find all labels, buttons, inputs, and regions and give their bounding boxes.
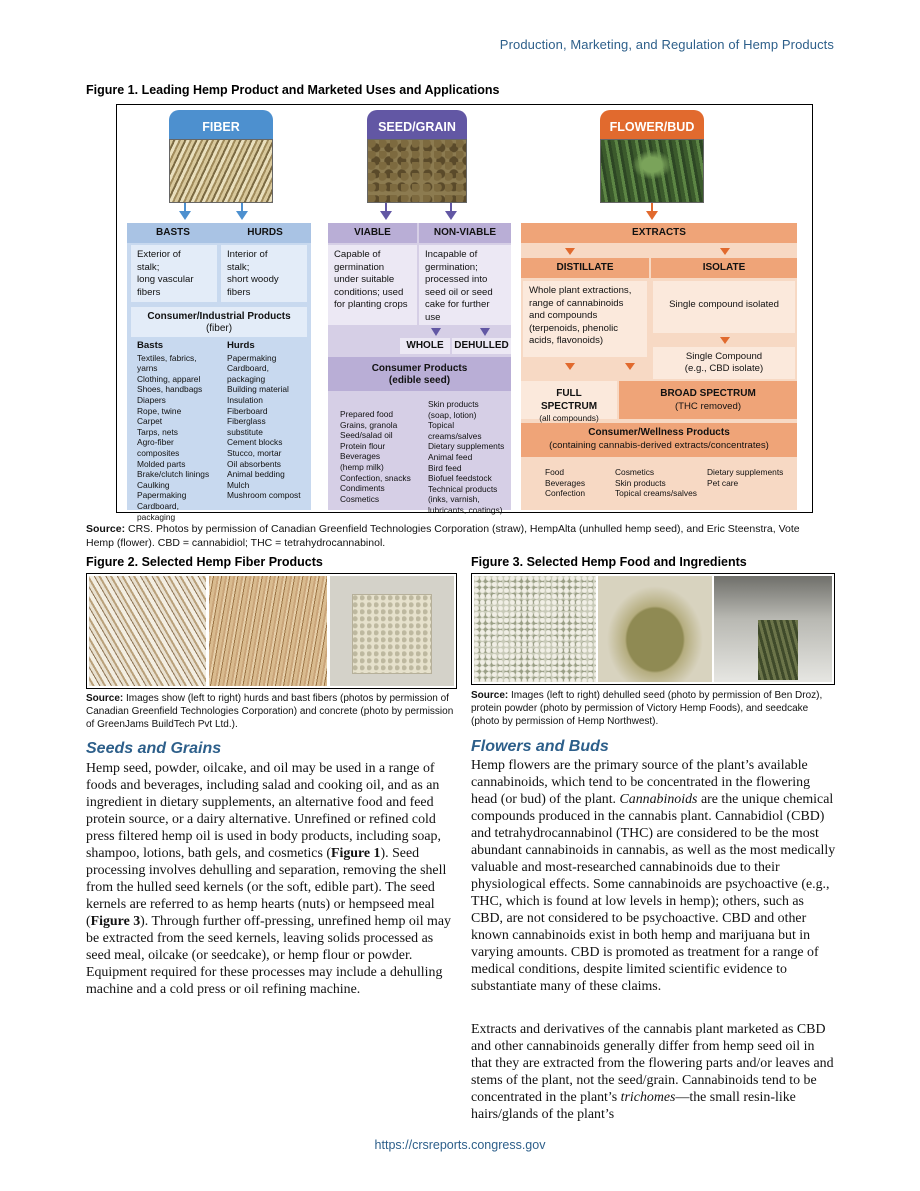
arrow-down-icon: [236, 211, 248, 220]
dehulled-label: DEHULLED: [452, 338, 511, 354]
hurds-product-list: Hurds Papermaking Cardboard, packaging Building material Insulation Fiberboard Fiberglass substitute Cement blocks Stucco, mortar Oil absorbents Animal bedding Mulch Mushroom compost: [227, 340, 301, 501]
whole-label: WHOLE: [400, 338, 450, 354]
flowers-heading: Flowers and Buds: [471, 738, 609, 755]
arrow-down-icon: [431, 328, 441, 336]
figure3-title: Figure 3. Selected Hemp Food and Ingredients: [471, 555, 747, 569]
fiber-tab: FIBER: [169, 110, 273, 144]
flower-column: [521, 223, 797, 510]
arrow-down-icon: [625, 363, 635, 370]
seed-products-title: Consumer Products (edible seed): [328, 357, 511, 391]
running-header: Production, Marketing, and Regulation of Hemp Products: [499, 37, 834, 52]
wellness-list-col3: Dietary supplements Pet care: [707, 467, 784, 488]
figure2-title: Figure 2. Selected Hemp Fiber Products: [86, 555, 323, 569]
figure3-images: [471, 573, 835, 685]
hempcrete-photo: [330, 576, 454, 686]
isolate-header: ISOLATE: [651, 258, 797, 278]
flower-tab: FLOWER/BUD: [600, 110, 704, 144]
arrow-down-icon: [480, 328, 490, 336]
wellness-list-col2: Cosmetics Skin products Topical creams/salves: [615, 467, 697, 499]
arrow-down-icon: [720, 248, 730, 255]
distillate-header: DISTILLATE: [521, 258, 649, 278]
arrow-down-icon: [380, 211, 392, 220]
flowers-paragraph-2: Extracts and derivatives of the cannabis plant marketed as CBD and other cannabinoids generally differ from hemp seed oil in that they are extracted from the flowering parts and/or leaves and stems of the plant, not the seed/grain. Cannabinoids tend to be concentrated in the plant’s trichomes—the small resin-like hairs/glands of the plant’s: [471, 1022, 834, 1122]
seeds-heading: Seeds and Grains: [86, 740, 222, 757]
protein-powder-photo: [598, 576, 712, 682]
bast-fiber-photo: [209, 576, 327, 686]
figure1-title: Figure 1. Leading Hemp Product and Marketed Uses and Applications: [86, 83, 500, 97]
seed-product-list-right: Skin products (soap, lotion) Topical creams/salves Dietary supplements Animal feed Bird feed Biofuel feedstock Technical products (inks, varnish, lubricants, coatings): [428, 399, 505, 515]
viable-description: Capable of germination under suitable conditions; used for planting crops: [328, 245, 417, 325]
arrow-down-icon: [179, 211, 191, 220]
viable-header: VIABLE: [328, 223, 417, 243]
nonviable-description: Incapable of germination; processed into seed oil or seed cake for further use: [419, 245, 511, 325]
seed-column: [328, 223, 511, 515]
basts-product-list: Basts Textiles, fabrics, yarns Clothing, apparel Shoes, handbags Diapers Rope, twine Carpet Tarps, nets Agro-fiber composites Molded parts Brake/clutch linings Caulking Papermaking Cardboard, packaging: [137, 340, 210, 522]
seedcake-photo: [714, 576, 832, 682]
seed-product-list-left: Prepared food Grains, granola Seed/salad oil Protein flour Beverages (hemp milk) Confection, snacks Condiments Cosmetics: [340, 409, 411, 504]
isolate-description: Single compound isolated: [653, 281, 795, 333]
single-compound-box: Single Compound (e.g., CBD isolate): [653, 347, 795, 379]
seed-tab: SEED/GRAIN: [367, 110, 467, 144]
arrow-down-icon: [720, 337, 730, 344]
figure1-diagram: [116, 104, 813, 522]
figure1-source: Source: CRS. Photos by permission of Canadian Greenfield Technologies Corporation (straw), HempAlta (unhulled hemp seed), and Eric Steenstra, Vote Hemp (flower). CBD = cannabidiol; THC = tetrahydrocannabinol.: [86, 523, 800, 549]
hemp-seed-photo: [367, 139, 467, 203]
wellness-products-title: Consumer/Wellness Products (containing cannabis-derived extracts/concentrates): [521, 423, 797, 457]
hurds-header: HURDS: [219, 223, 311, 243]
arrow-down-icon: [565, 248, 575, 255]
extracts-header: EXTRACTS: [521, 223, 797, 243]
nonviable-header: NON-VIABLE: [419, 223, 511, 243]
full-spectrum-box: FULL SPECTRUM (all compounds): [521, 381, 617, 419]
distillate-description: Whole plant extractions, range of cannabinoids and compounds (terpenoids, phenolic acids, flavonoids): [523, 281, 647, 357]
basts-description: Exterior of stalk; long vascular fibers: [131, 245, 217, 302]
hurds-photo: [89, 576, 206, 686]
dehulled-seed-photo: [474, 576, 596, 682]
arrow-down-icon: [646, 211, 658, 220]
flowers-paragraph-1: Hemp flowers are the primary source of the plant’s available cannabinoids, which tend to be concentrated in the flowering head (or bud) of the plant. Cannabinoids are the unique chemical compounds produced in the cannabis plant. Cannabidiol (CBD) and tetrahydrocannabinol (THC) are considered to be the most abundant cannabinoids in cannabis, as well as the most medically valuable and most-researched cannabinoids due to their physiological effects. Some cannabinoids are psychoactive (e.g., THC, which is found at low levels in hemp); others, such as CBD, are not considered to be psychoactive. CBD and other known cannabinoids exist in both hemp and marijuana but in varying amounts. CBD is promoted as treatment for a range of medical conditions, despite limited scientific evidence to substantiate many of these claims.: [471, 758, 836, 994]
broad-spectrum-box: BROAD SPECTRUM (THC removed): [619, 381, 797, 419]
seeds-paragraph: Hemp seed, powder, oilcake, and oil may be used in a range of foods and beverages, including salad and cooking oil, and as an ingredient in dietary supplements, an alternative food and feed protein source, or a dairy alternative. Unrefined or refined cold press filtered hemp oil is used in body products, including soap, shampoo, lotions, bath gels, and cosmetics (Figure 1). Seed processing involves dehulling and separation, removing the shell from the hulled seed kernels (or the soft, edible part). The seed kernels are referred to as hemp hearts (nuts) or hempseed meal (Figure 3). Through further off-pressing, unrefined hemp oil may be extracted from the seed kernels, leaving solids processed as seed meal, oilcake (or seedcake), or hemp flour or powder. Equipment required for these processes may include a dehulling machine and a cold press or oil refining machine.: [86, 761, 451, 997]
arrow-down-icon: [565, 363, 575, 370]
basts-header: BASTS: [127, 223, 219, 243]
straw-photo: [169, 139, 273, 203]
arrow-down-icon: [445, 211, 457, 220]
fiber-products-title: Consumer/Industrial Products (fiber): [131, 307, 307, 337]
wellness-list-col1: Food Beverages Confection: [545, 467, 586, 499]
hemp-flower-photo: [600, 139, 704, 203]
fiber-column: [127, 223, 311, 522]
footer-link[interactable]: https://crsreports.congress.gov: [374, 1138, 546, 1152]
figure2-source: Source: Images show (left to right) hurds and bast fibers (photos by permission of Canadian Greenfield Technologies Corporation) and concrete (photo by permission of GreenJams BuildTech Pvt Ltd.).: [86, 693, 454, 730]
hurds-description: Interior of stalk; short woody fibers: [221, 245, 307, 302]
figure2-images: [86, 573, 457, 689]
figure3-source: Source: Images (left to right) dehulled seed (photo by permission of Ben Droz), protein powder (photo by permission of Victory Hemp Foods), and seedcake (photo by permission of Hemp Northwest).: [471, 690, 823, 727]
